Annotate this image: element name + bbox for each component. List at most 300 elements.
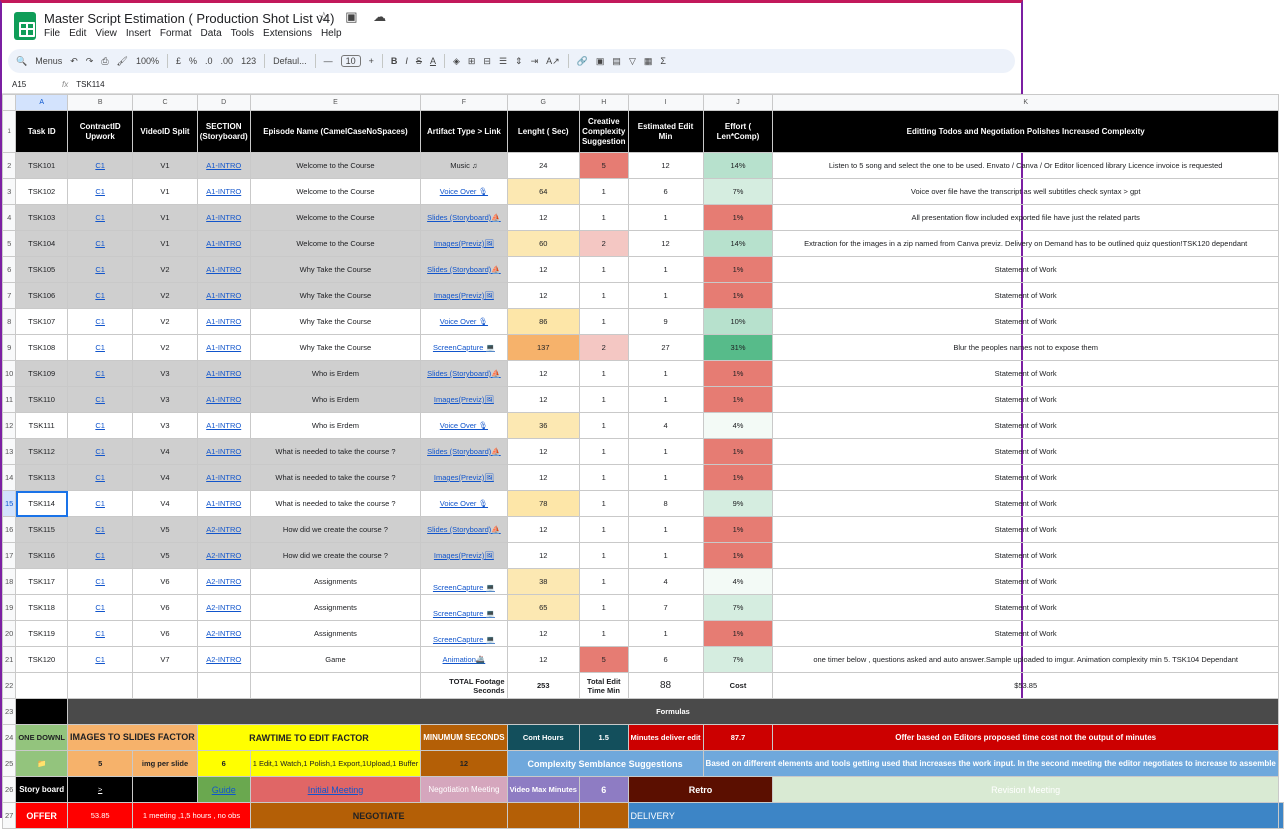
todo-notes-cell[interactable]: Voice over file have the transcript as well subtitles check syntax > gpt	[773, 179, 1278, 205]
task-id-cell[interactable]: TSK112	[16, 439, 68, 465]
row-number[interactable]: 20	[3, 621, 16, 647]
select-all-corner[interactable]	[3, 95, 16, 111]
episode-name-cell[interactable]: What is needed to take the course ?	[250, 465, 421, 491]
sheets-logo-icon[interactable]	[14, 12, 36, 40]
revision-meeting-label[interactable]: Revision Meeting	[773, 777, 1278, 803]
task-id-cell[interactable]: TSK110	[16, 387, 68, 413]
artifact-link[interactable]: Images(Previz)🖼	[421, 283, 507, 309]
empty-cell[interactable]	[68, 673, 133, 699]
task-id-cell[interactable]: TSK108	[16, 335, 68, 361]
video-id-cell[interactable]: V3	[133, 413, 197, 439]
episode-name-cell[interactable]: Assignments	[250, 621, 421, 647]
artifact-link[interactable]: Slides (Storyboard)⛵	[421, 257, 507, 283]
complexity-cell[interactable]: 1	[579, 257, 628, 283]
effort-cell[interactable]: 1%	[703, 361, 773, 387]
task-id-cell[interactable]: TSK109	[16, 361, 68, 387]
row-number[interactable]: 24	[3, 725, 16, 751]
menu-format[interactable]: Format	[159, 28, 192, 39]
column-title[interactable]: Lenght ( Sec)	[507, 111, 579, 153]
artifact-link[interactable]: ScreenCapture 💻	[421, 335, 507, 361]
video-id-cell[interactable]: V2	[133, 283, 197, 309]
total-edit-label[interactable]: Total Edit Time Min	[579, 673, 628, 699]
percent-button[interactable]: %	[189, 56, 198, 66]
edit-min-cell[interactable]: 1	[628, 257, 703, 283]
row-number[interactable]: 4	[3, 205, 16, 231]
row-number[interactable]: 6	[3, 257, 16, 283]
section-link[interactable]: A1-INTRO	[197, 283, 250, 309]
formulas-section-header[interactable]: Formulas	[68, 699, 1279, 725]
total-footage-value[interactable]: 253	[507, 673, 579, 699]
complexity-cell[interactable]: 1	[579, 413, 628, 439]
video-id-cell[interactable]: V3	[133, 387, 197, 413]
menu-edit[interactable]: Edit	[69, 28, 87, 39]
task-id-cell[interactable]: TSK113	[16, 465, 68, 491]
contract-link[interactable]: C1	[68, 569, 133, 595]
contract-link[interactable]: C1	[68, 179, 133, 205]
row-number[interactable]: 23	[3, 699, 16, 725]
section-link[interactable]: A1-INTRO	[197, 413, 250, 439]
task-id-cell[interactable]: TSK101	[16, 153, 68, 179]
total-edit-value[interactable]: 88	[628, 673, 703, 699]
video-id-cell[interactable]: V1	[133, 205, 197, 231]
effort-cell[interactable]: 1%	[703, 543, 773, 569]
contract-link[interactable]: C1	[68, 361, 133, 387]
length-cell[interactable]: 12	[507, 465, 579, 491]
episode-name-cell[interactable]: What is needed to take the course ?	[250, 491, 421, 517]
row-number[interactable]: 1	[3, 111, 16, 153]
section-link[interactable]: A2-INTRO	[197, 595, 250, 621]
empty-cell[interactable]	[250, 673, 421, 699]
complexity-suggestions-label[interactable]: Complexity Semblance Suggestions	[507, 751, 703, 777]
rawtime-factor-value[interactable]: 6	[197, 751, 250, 777]
offer-note[interactable]: Offer based on Editors proposed time cost not the output of minutes	[773, 725, 1278, 751]
video-id-cell[interactable]: V4	[133, 491, 197, 517]
artifact-link[interactable]: Voice Over 🎙	[421, 179, 507, 205]
episode-name-cell[interactable]: Who is Erdem	[250, 387, 421, 413]
section-link[interactable]: A1-INTRO	[197, 231, 250, 257]
column-header-F[interactable]: F	[421, 95, 507, 111]
complexity-cell[interactable]: 1	[579, 439, 628, 465]
edit-min-cell[interactable]: 7	[628, 595, 703, 621]
video-id-cell[interactable]: V7	[133, 647, 197, 673]
column-header-A[interactable]: A	[16, 95, 68, 111]
length-cell[interactable]: 12	[507, 283, 579, 309]
contract-link[interactable]: C1	[68, 257, 133, 283]
effort-cell[interactable]: 1%	[703, 439, 773, 465]
artifact-link[interactable]: Slides (Storyboard)⛵	[421, 517, 507, 543]
contract-link[interactable]: C1	[68, 413, 133, 439]
initial-meeting-link[interactable]: Initial Meeting	[250, 777, 421, 803]
effort-cell[interactable]: 7%	[703, 647, 773, 673]
negotiate-label[interactable]: NEGOTIATE	[250, 803, 507, 829]
cost-label[interactable]: Cost	[703, 673, 773, 699]
task-id-cell[interactable]: TSK106	[16, 283, 68, 309]
length-cell[interactable]: 36	[507, 413, 579, 439]
row-number[interactable]: 18	[3, 569, 16, 595]
guide-link[interactable]: Guide	[197, 777, 250, 803]
offer-details[interactable]: 1 meeting ,1,5 hours , no obs	[133, 803, 250, 829]
task-id-cell[interactable]: TSK111	[16, 413, 68, 439]
video-id-cell[interactable]: V4	[133, 465, 197, 491]
complexity-cell[interactable]: 1	[579, 309, 628, 335]
complexity-cell[interactable]: 1	[579, 595, 628, 621]
video-id-cell[interactable]: V5	[133, 517, 197, 543]
contract-link[interactable]: C1	[68, 153, 133, 179]
contract-link[interactable]: C1	[68, 231, 133, 257]
offer-value[interactable]: 53.85	[68, 803, 133, 829]
print-icon[interactable]: ⎙	[101, 55, 109, 66]
contract-link[interactable]: C1	[68, 595, 133, 621]
column-title[interactable]: Effort ( Len*Comp)	[703, 111, 773, 153]
empty-cell[interactable]	[16, 673, 68, 699]
strikethrough-button[interactable]: S	[415, 56, 422, 66]
video-id-cell[interactable]: V3	[133, 361, 197, 387]
edit-min-cell[interactable]: 1	[628, 283, 703, 309]
black-cell[interactable]	[133, 777, 197, 803]
column-header-J[interactable]: J	[703, 95, 773, 111]
negotiate-cell[interactable]	[579, 803, 628, 829]
todo-notes-cell[interactable]: one timer below , questions asked and auto answer.Sample uploaded to imgur. Animation complexity min 5. TSK104 Dependant	[773, 647, 1278, 673]
length-cell[interactable]: 65	[507, 595, 579, 621]
star-move-cloud-icons[interactable]: ☆ ▣ ☁	[318, 9, 393, 24]
column-header-B[interactable]: B	[68, 95, 133, 111]
todo-notes-cell[interactable]: Listen to 5 song and select the one to be used. Envato / Canva / Or Editor licenced library Licence invoice is requested	[773, 153, 1278, 179]
row-number[interactable]: 22	[3, 673, 16, 699]
row-number[interactable]: 7	[3, 283, 16, 309]
italic-button[interactable]: I	[405, 56, 408, 66]
folder-icon[interactable]: 📁	[16, 751, 68, 777]
task-id-cell[interactable]: TSK117	[16, 569, 68, 595]
zoom-select[interactable]: 100%	[135, 56, 159, 66]
font-size-increase-icon[interactable]: +	[368, 56, 374, 66]
row-number[interactable]: 8	[3, 309, 16, 335]
column-header-E[interactable]: E	[250, 95, 421, 111]
bold-button[interactable]: B	[390, 56, 398, 66]
length-cell[interactable]: 12	[507, 257, 579, 283]
functions-button[interactable]: Σ	[660, 56, 666, 66]
episode-name-cell[interactable]: Assignments	[250, 569, 421, 595]
artifact-link[interactable]: Animation🚢	[421, 647, 507, 673]
edit-min-cell[interactable]: 12	[628, 153, 703, 179]
video-id-cell[interactable]: V1	[133, 153, 197, 179]
rawtime-breakdown[interactable]: 1 Edit,1 Watch,1 Polish,1 Export,1Upload,1 Buffer	[250, 751, 421, 777]
effort-cell[interactable]: 4%	[703, 569, 773, 595]
video-id-cell[interactable]: V6	[133, 595, 197, 621]
episode-name-cell[interactable]: Welcome to the Course	[250, 205, 421, 231]
minutes-deliver-value[interactable]: 87.7	[703, 725, 773, 751]
contract-link[interactable]: C1	[68, 647, 133, 673]
complexity-cell[interactable]: 1	[579, 283, 628, 309]
contract-link[interactable]: C1	[68, 439, 133, 465]
column-header-K[interactable]: K	[773, 95, 1278, 111]
section-link[interactable]: A2-INTRO	[197, 621, 250, 647]
episode-name-cell[interactable]: Why Take the Course	[250, 257, 421, 283]
edit-min-cell[interactable]: 1	[628, 621, 703, 647]
images-factor-value[interactable]: 5	[68, 751, 133, 777]
artifact-link[interactable]: Voice Over 🎙	[421, 413, 507, 439]
edit-min-cell[interactable]: 8	[628, 491, 703, 517]
todo-notes-cell[interactable]: Statement of Work	[773, 595, 1278, 621]
length-cell[interactable]: 12	[507, 517, 579, 543]
todo-notes-cell[interactable]: Statement of Work	[773, 517, 1278, 543]
task-id-cell[interactable]: TSK114	[16, 491, 68, 517]
delivery-label[interactable]: DELIVERY	[628, 803, 1278, 829]
complexity-cell[interactable]: 1	[579, 491, 628, 517]
menus-search[interactable]: Menus	[35, 56, 63, 66]
column-title[interactable]: Estimated Edit Min	[628, 111, 703, 153]
episode-name-cell[interactable]: Assignments	[250, 595, 421, 621]
artifact-link[interactable]: Slides (Storyboard)⛵	[421, 205, 507, 231]
retro-label[interactable]: Retro	[628, 777, 773, 803]
wrap-icon[interactable]: ⇥	[530, 55, 539, 66]
contract-link[interactable]: C1	[68, 205, 133, 231]
contract-link[interactable]: C1	[68, 491, 133, 517]
empty-cell[interactable]	[133, 673, 197, 699]
column-title[interactable]: Episode Name (CamelCaseNoSpaces)	[250, 111, 421, 153]
effort-cell[interactable]: 4%	[703, 413, 773, 439]
column-title[interactable]: VideoID Split	[133, 111, 197, 153]
edit-min-cell[interactable]: 6	[628, 179, 703, 205]
row-number[interactable]: 5	[3, 231, 16, 257]
complexity-cell[interactable]: 2	[579, 231, 628, 257]
artifact-link[interactable]: Images(Previz)🖼	[421, 387, 507, 413]
menu-help[interactable]: Help	[320, 28, 342, 39]
episode-name-cell[interactable]: Who is Erdem	[250, 413, 421, 439]
complexity-cell[interactable]: 1	[579, 387, 628, 413]
todo-notes-cell[interactable]: Statement of Work	[773, 283, 1278, 309]
decrease-decimal-button[interactable]: .0	[205, 56, 213, 66]
todo-notes-cell[interactable]: Extraction for the images in a zip named from Canva previz. Delivery on Demand has to be outlined quiz question!TSK120 dependant	[773, 231, 1278, 257]
episode-name-cell[interactable]: Why Take the Course	[250, 283, 421, 309]
artifact-link[interactable]: Images(Previz)🖼	[421, 543, 507, 569]
task-id-cell[interactable]: TSK107	[16, 309, 68, 335]
link-icon[interactable]: 🔗	[576, 55, 588, 66]
effort-cell[interactable]: 1%	[703, 387, 773, 413]
menu-tools[interactable]: Tools	[230, 28, 255, 39]
images-factor-label[interactable]: IMAGES TO SLIDES FACTOR	[68, 725, 198, 751]
length-cell[interactable]: 64	[507, 179, 579, 205]
storyboard-label[interactable]: Story board	[16, 777, 68, 803]
length-cell[interactable]: 12	[507, 205, 579, 231]
todo-notes-cell[interactable]: Statement of Work	[773, 413, 1278, 439]
row-number[interactable]: 9	[3, 335, 16, 361]
effort-cell[interactable]: 9%	[703, 491, 773, 517]
menu-view[interactable]: View	[95, 28, 117, 39]
contract-link[interactable]: C1	[68, 309, 133, 335]
episode-name-cell[interactable]: Game	[250, 647, 421, 673]
length-cell[interactable]: 24	[507, 153, 579, 179]
minimum-seconds-value[interactable]: 12	[421, 751, 507, 777]
column-header-H[interactable]: H	[579, 95, 628, 111]
currency-button[interactable]: £	[176, 56, 182, 66]
episode-name-cell[interactable]: Welcome to the Course	[250, 153, 421, 179]
episode-name-cell[interactable]: Welcome to the Course	[250, 231, 421, 257]
video-max-label[interactable]: Video Max Minutes	[507, 777, 579, 803]
complexity-cell[interactable]: 1	[579, 465, 628, 491]
artifact-link[interactable]: ScreenCapture 💻	[421, 595, 507, 621]
menu-extensions[interactable]: Extensions	[263, 28, 312, 39]
length-cell[interactable]: 12	[507, 543, 579, 569]
complexity-cell[interactable]: 1	[579, 179, 628, 205]
edit-min-cell[interactable]: 1	[628, 387, 703, 413]
row-number[interactable]: 12	[3, 413, 16, 439]
text-color-button[interactable]: A	[429, 56, 436, 66]
complexity-cell[interactable]: 1	[579, 361, 628, 387]
edit-min-cell[interactable]: 1	[628, 361, 703, 387]
video-id-cell[interactable]: V2	[133, 257, 197, 283]
filter-icon[interactable]: ▽	[628, 55, 636, 66]
effort-cell[interactable]: 1%	[703, 257, 773, 283]
row-number[interactable]: 15	[3, 491, 16, 517]
todo-notes-cell[interactable]: Statement of Work	[773, 439, 1278, 465]
menu-file[interactable]: File	[44, 28, 61, 39]
artifact-link[interactable]: Images(Previz)🖼	[421, 465, 507, 491]
video-id-cell[interactable]: V6	[133, 569, 197, 595]
row-number[interactable]: 25	[3, 751, 16, 777]
episode-name-cell[interactable]: How did we create the course ?	[250, 543, 421, 569]
complexity-cell[interactable]: 1	[579, 569, 628, 595]
length-cell[interactable]: 78	[507, 491, 579, 517]
column-header-I[interactable]: I	[628, 95, 703, 111]
number-format-button[interactable]: 123	[241, 56, 257, 66]
increase-decimal-button[interactable]: .00	[220, 56, 234, 66]
task-id-cell[interactable]: TSK104	[16, 231, 68, 257]
row-number[interactable]: 17	[3, 543, 16, 569]
todo-notes-cell[interactable]: All presentation flow included exported file have just the related parts	[773, 205, 1278, 231]
one-download-label[interactable]: ONE DOWNL	[16, 725, 68, 751]
artifact-link[interactable]: Images(Previz)🖼	[421, 231, 507, 257]
task-id-cell[interactable]: TSK103	[16, 205, 68, 231]
video-id-cell[interactable]: V4	[133, 439, 197, 465]
total-footage-label[interactable]: TOTAL Footage Seconds	[421, 673, 507, 699]
section-link[interactable]: A1-INTRO	[197, 491, 250, 517]
artifact-link[interactable]: Slides (Storyboard)⛵	[421, 361, 507, 387]
effort-cell[interactable]: 10%	[703, 309, 773, 335]
edit-min-cell[interactable]: 1	[628, 205, 703, 231]
effort-cell[interactable]: 1%	[703, 205, 773, 231]
row-number[interactable]: 16	[3, 517, 16, 543]
todo-notes-cell[interactable]: Statement of Work	[773, 465, 1278, 491]
section-link[interactable]: A2-INTRO	[197, 647, 250, 673]
cost-value[interactable]: $53.85	[773, 673, 1278, 699]
offer-label[interactable]: OFFER	[16, 803, 68, 829]
chart-icon[interactable]: ▤	[612, 55, 621, 66]
artifact-link[interactable]: ScreenCapture 💻	[421, 621, 507, 647]
menu-insert[interactable]: Insert	[125, 28, 151, 39]
section-link[interactable]: A1-INTRO	[197, 179, 250, 205]
video-id-cell[interactable]: V2	[133, 309, 197, 335]
length-cell[interactable]: 12	[507, 387, 579, 413]
episode-name-cell[interactable]: Welcome to the Course	[250, 179, 421, 205]
effort-cell[interactable]: 14%	[703, 231, 773, 257]
name-box[interactable]: A15	[12, 80, 27, 89]
section-link[interactable]: A1-INTRO	[197, 465, 250, 491]
edit-min-cell[interactable]: 9	[628, 309, 703, 335]
length-cell[interactable]: 12	[507, 621, 579, 647]
task-id-cell[interactable]: TSK119	[16, 621, 68, 647]
video-id-cell[interactable]: V1	[133, 179, 197, 205]
edit-min-cell[interactable]: 12	[628, 231, 703, 257]
section-link[interactable]: A1-INTRO	[197, 309, 250, 335]
effort-cell[interactable]: 7%	[703, 179, 773, 205]
edit-min-cell[interactable]: 1	[628, 543, 703, 569]
section-link[interactable]: A1-INTRO	[197, 361, 250, 387]
negotiate-cell[interactable]	[507, 803, 579, 829]
todo-notes-cell[interactable]: Statement of Work	[773, 309, 1278, 335]
storyboard-link[interactable]: >	[68, 777, 133, 803]
effort-cell[interactable]: 1%	[703, 283, 773, 309]
effort-cell[interactable]: 7%	[703, 595, 773, 621]
row-number[interactable]: 10	[3, 361, 16, 387]
section-link[interactable]: A2-INTRO	[197, 543, 250, 569]
complexity-cell[interactable]: 1	[579, 543, 628, 569]
section-link[interactable]: A1-INTRO	[197, 205, 250, 231]
contract-link[interactable]: C1	[68, 621, 133, 647]
borders-icon[interactable]: ⊞	[467, 55, 476, 66]
task-id-cell[interactable]: TSK120	[16, 647, 68, 673]
task-id-cell[interactable]: TSK116	[16, 543, 68, 569]
valign-icon[interactable]: ⇕	[515, 55, 523, 66]
complexity-cell[interactable]: 5	[579, 153, 628, 179]
length-cell[interactable]: 137	[507, 335, 579, 361]
black-cell[interactable]	[16, 699, 68, 725]
row-number[interactable]: 19	[3, 595, 16, 621]
row-number[interactable]: 21	[3, 647, 16, 673]
negotiation-meeting-label[interactable]: Negotiation Meeting	[421, 777, 507, 803]
edit-min-cell[interactable]: 6	[628, 647, 703, 673]
length-cell[interactable]: 86	[507, 309, 579, 335]
task-id-cell[interactable]: TSK115	[16, 517, 68, 543]
contract-link[interactable]: C1	[68, 335, 133, 361]
todo-notes-cell[interactable]: Statement of Work	[773, 621, 1278, 647]
delivery-cell[interactable]	[1278, 803, 1283, 829]
contract-link[interactable]: C1	[68, 543, 133, 569]
minutes-deliver-label[interactable]: Minutes deliver edit	[628, 725, 703, 751]
length-cell[interactable]: 12	[507, 361, 579, 387]
todo-notes-cell[interactable]: Statement of Work	[773, 543, 1278, 569]
column-title[interactable]: Creative Complexity Suggestion	[579, 111, 628, 153]
edit-min-cell[interactable]: 1	[628, 439, 703, 465]
edit-min-cell[interactable]: 4	[628, 569, 703, 595]
edit-min-cell[interactable]: 27	[628, 335, 703, 361]
edit-min-cell[interactable]: 4	[628, 413, 703, 439]
todo-notes-cell[interactable]: Blur the peoples names not to expose them	[773, 335, 1278, 361]
complexity-explanation[interactable]: Based on different elements and tools getting used that increases the work input. In the second meeting the editor negotiates to increase to assemble	[703, 751, 1278, 777]
contract-link[interactable]: C1	[68, 465, 133, 491]
menu-data[interactable]: Data	[200, 28, 222, 39]
todo-notes-cell[interactable]: Statement of Work	[773, 387, 1278, 413]
effort-cell[interactable]: 14%	[703, 153, 773, 179]
artifact-link[interactable]: ScreenCapture 💻	[421, 569, 507, 595]
complexity-cell[interactable]: 1	[579, 621, 628, 647]
redo-icon[interactable]: ↷	[85, 55, 94, 66]
edit-min-cell[interactable]: 1	[628, 517, 703, 543]
merge-icon[interactable]: ⊟	[483, 55, 491, 66]
length-cell[interactable]: 38	[507, 569, 579, 595]
edit-min-cell[interactable]: 1	[628, 465, 703, 491]
todo-notes-cell[interactable]: Statement of Work	[773, 569, 1278, 595]
comment-icon[interactable]: ▣	[595, 55, 605, 66]
column-header-D[interactable]: D	[197, 95, 250, 111]
section-link[interactable]: A1-INTRO	[197, 439, 250, 465]
video-id-cell[interactable]: V1	[133, 231, 197, 257]
episode-name-cell[interactable]: What is needed to take the course ?	[250, 439, 421, 465]
empty-cell[interactable]	[197, 673, 250, 699]
episode-name-cell[interactable]: Who is Erdem	[250, 361, 421, 387]
row-number[interactable]: 14	[3, 465, 16, 491]
length-cell[interactable]: 60	[507, 231, 579, 257]
length-cell[interactable]: 12	[507, 439, 579, 465]
